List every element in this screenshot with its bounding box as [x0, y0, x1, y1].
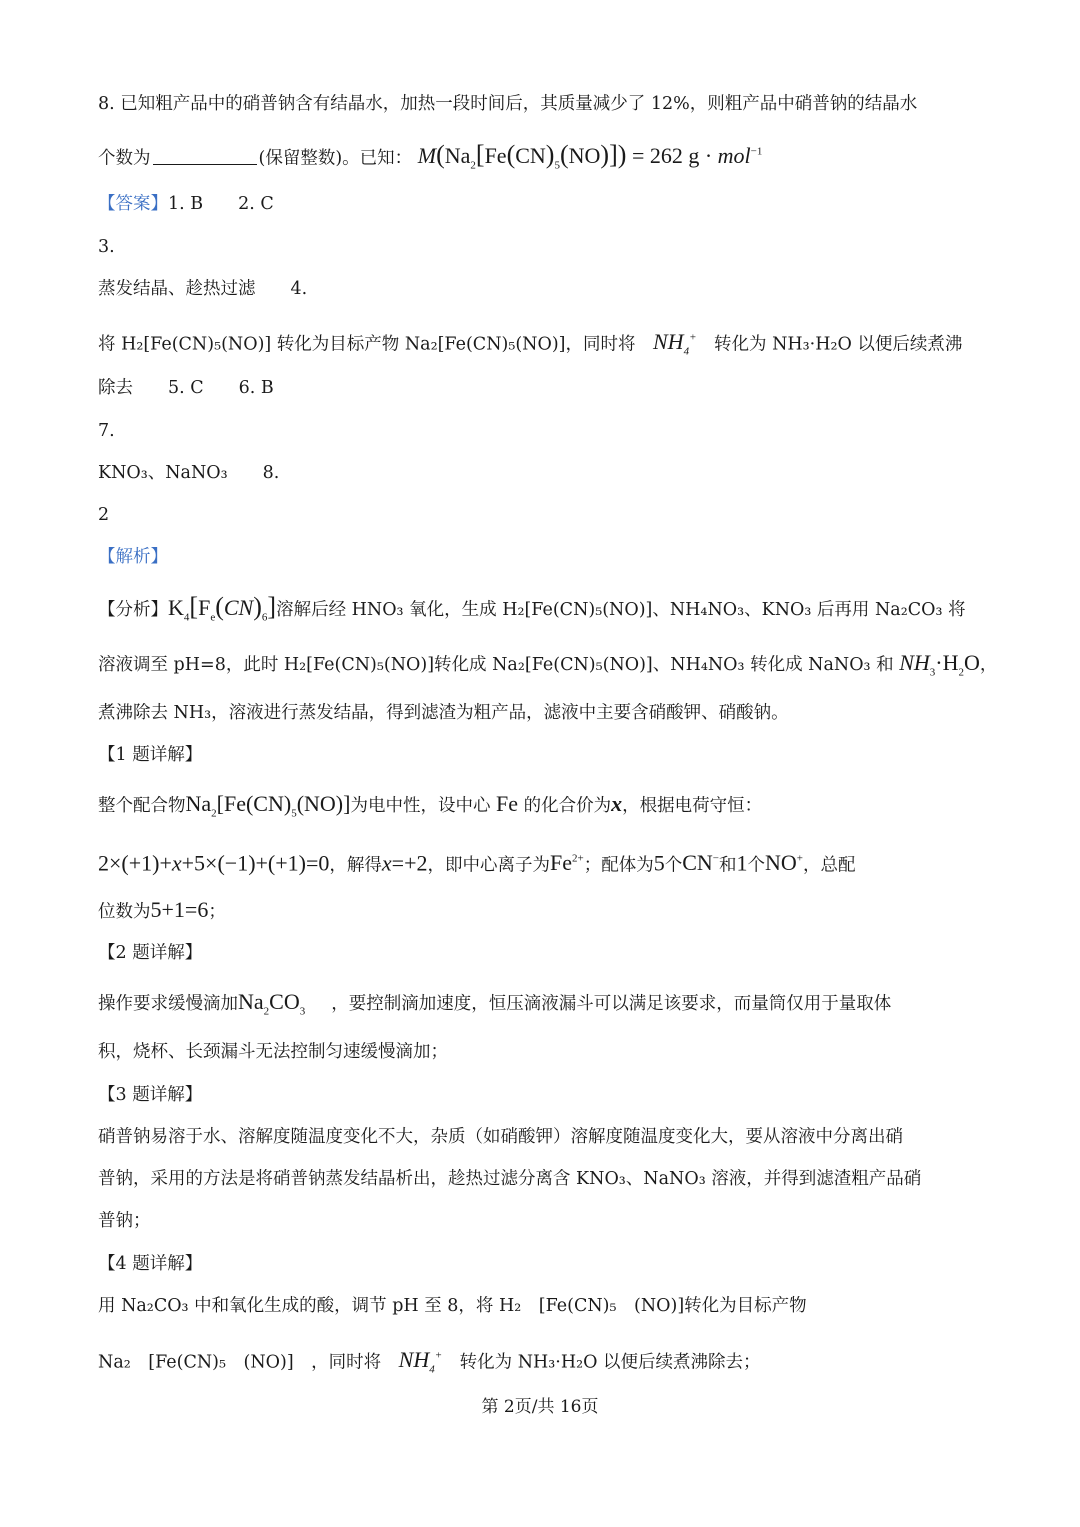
answer-line-6: 7. — [98, 421, 115, 441]
answer-tag: 【答案】 — [98, 194, 168, 214]
molar-mass-formula: $M(Na_2[Fe(CN)_5(NO)]) = 262$ g · mol$^{-1}$ — [417, 140, 763, 172]
detail-1-line-1: 整个配合物$Na_2[Fe(CN)_5(NO)]$为电中性，设中心 Fe 的化合价为x，根据电荷守恒： — [98, 791, 763, 820]
answer-line-1: 【答案】1. B 2. C — [98, 194, 274, 214]
detail-4-line-2: Na₂ [Fe(CN)₅ (NO)] ，同时将 $NH_4^+$ 转化为 NH₃·H₂O 以便后续煮沸除去； — [98, 1347, 761, 1376]
answer-line-2: 3. — [98, 237, 115, 257]
analysis-line-1: 【分析】$K_4[F_e(CN)_6]$溶解后经 HNO₃ 氧化，生成 H₂[Fe(CN)₅(NO)]、NH₄NO₃、KNO₃ 后再用 Na₂CO₃ 将 — [98, 592, 966, 624]
ferrocyanide-formula: $K_4[F_e(CN)_6]$ — [168, 592, 277, 624]
ammonium-formula: $NH_4^+$ — [653, 329, 697, 358]
question-8-line-2: 个数为 (保留整数)。已知： $M(Na_2[Fe(CN)_5(NO)]) = 262$ g · mol$^{-1}$ — [98, 140, 763, 172]
detail-3-line-3: 普钠； — [98, 1211, 151, 1231]
answer-line-4: 将 H₂[Fe(CN)₅(NO)] 转化为目标产物 Na₂[Fe(CN)₅(NO)]，同时将 $NH_4^+$ 转化为 NH₃·H₂O 以便后续煮沸 — [98, 329, 963, 358]
answer-line-8: 2 — [98, 505, 110, 525]
detail-1-line-2: 2×(+1)+x+5×(−1)+(+1)=0，解得x=+2，即中心离子为$Fe^{2+}$；配体为5个CN−和1个NO+，总配 — [98, 850, 856, 876]
analysis-line-3: 煮沸除去 NH₃，溶液进行蒸发结晶，得到滤渣为粗产品，滤液中主要含硝酸钾、硝酸钠。 — [98, 703, 789, 723]
detail-2-line-1: 操作要求缓慢滴加$Na_2CO_3$ ，要控制滴加速度，恒压滴液漏斗可以满足该要求，而量筒仅用于量取体 — [98, 989, 892, 1018]
page-footer: 第 2页/共 16页 — [481, 1397, 599, 1417]
detail-4-tag: 【4 题详解】 — [98, 1254, 203, 1274]
detail-4-line-1: 用 Na₂CO₃ 中和氧化生成的酸，调节 pH 至 8，将 H₂ [Fe(CN)₅ (NO)]转化为目标产物 — [98, 1296, 807, 1316]
detail-1-tag: 【1 题详解】 — [98, 745, 203, 765]
analysis-line-2: 溶液调至 pH=8，此时 H₂[Fe(CN)₅(NO)]转化成 Na₂[Fe(CN)₅(NO)]、NH₄NO₃ 转化成 NaNO₃ 和 $NH_3\cdot H_2O$， — [98, 650, 998, 679]
answer-line-7: KNO₃、NaNO₃ 8. — [98, 463, 280, 483]
analysis-tag: 【解析】 — [98, 547, 168, 567]
answer-line-5: 除去 5. C 6. B — [98, 378, 274, 398]
answer-line-3: 蒸发结晶、趁热过滤 4. — [98, 279, 308, 299]
question-8-line-1: 8. 已知粗产品中的硝普钠含有结晶水，加热一段时间后，其质量减少了 12%，则粗产品中硝普钠的结晶水 — [98, 94, 918, 114]
detail-1-line-3: 位数为5+1=6； — [98, 897, 226, 922]
detail-3-line-2: 普钠，采用的方法是将硝普钠蒸发结晶析出，趁热过滤分离含 KNO₃、NaNO₃ 溶液，并得到滤渣粗产品硝 — [98, 1169, 922, 1189]
detail-2-line-2: 积，烧杯、长颈漏斗无法控制匀速缓慢滴加； — [98, 1042, 448, 1062]
detail-3-tag: 【3 题详解】 — [98, 1085, 203, 1105]
detail-2-tag: 【2 题详解】 — [98, 943, 203, 963]
ammonia-water-formula: $NH_3\cdot H_2O$ — [899, 650, 980, 679]
answer-blank — [153, 145, 257, 165]
detail-3-line-1: 硝普钠易溶于水、溶解度随温度变化不大，杂质（如硝酸钾）溶解度随温度变化大，要从溶液中分离出硝 — [98, 1127, 903, 1147]
